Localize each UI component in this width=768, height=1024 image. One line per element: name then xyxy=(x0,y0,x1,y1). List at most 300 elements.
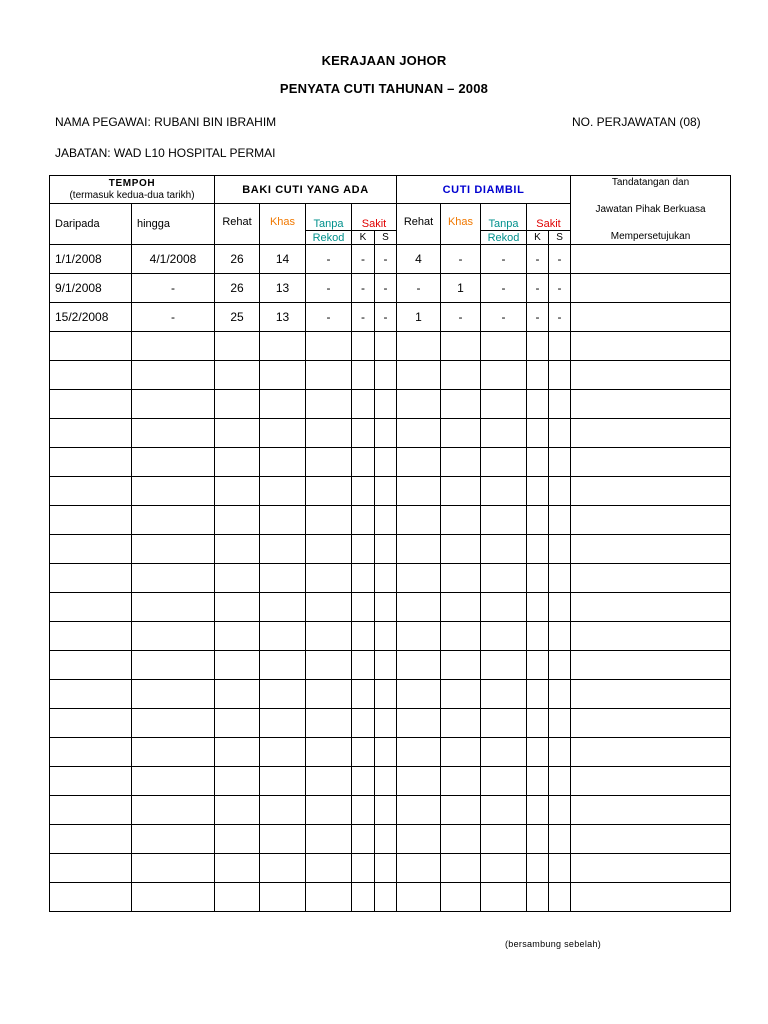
blank-cell xyxy=(306,419,352,448)
blank-row xyxy=(50,651,731,680)
blank-cell xyxy=(50,825,132,854)
blank-cell xyxy=(132,854,215,883)
blank-cell xyxy=(527,419,549,448)
blank-cell xyxy=(50,680,132,709)
blank-cell xyxy=(571,564,731,593)
blank-cell xyxy=(50,767,132,796)
cell-signature xyxy=(571,245,731,274)
blank-cell xyxy=(375,448,397,477)
blank-cell xyxy=(306,825,352,854)
blank-cell xyxy=(260,477,306,506)
cell-t-khas: - xyxy=(441,303,481,332)
blank-cell xyxy=(215,332,260,361)
blank-cell xyxy=(260,622,306,651)
blank-cell xyxy=(352,796,375,825)
leave-record-row xyxy=(50,274,731,303)
blank-row xyxy=(50,622,731,651)
blank-cell xyxy=(132,593,215,622)
blank-cell xyxy=(352,825,375,854)
blank-cell xyxy=(527,564,549,593)
blank-cell xyxy=(375,535,397,564)
blank-cell xyxy=(571,622,731,651)
blank-cell xyxy=(215,651,260,680)
blank-cell xyxy=(571,854,731,883)
blank-cell xyxy=(441,796,481,825)
cell-to: - xyxy=(132,274,215,303)
blank-cell xyxy=(260,390,306,419)
leave-table xyxy=(49,175,731,912)
signature-line-2: Jawatan Pihak Berkuasa xyxy=(595,204,706,215)
blank-cell xyxy=(375,332,397,361)
period-heading-cell xyxy=(50,176,215,204)
leave-record-row xyxy=(50,303,731,332)
blank-cell xyxy=(441,825,481,854)
cell-b-tanpa: - xyxy=(306,303,352,332)
blank-cell xyxy=(375,796,397,825)
cell-t-s: - xyxy=(549,245,571,274)
cell-b-s: - xyxy=(375,245,397,274)
blank-cell xyxy=(549,419,571,448)
blank-cell xyxy=(306,535,352,564)
blank-cell xyxy=(397,361,441,390)
cell-b-rehat: 26 xyxy=(215,274,260,303)
blank-cell xyxy=(50,622,132,651)
cell-b-k: - xyxy=(352,303,375,332)
blank-cell xyxy=(132,622,215,651)
blank-cell xyxy=(215,477,260,506)
blank-cell xyxy=(50,738,132,767)
col-from-header: Daripada xyxy=(50,204,132,245)
blank-cell xyxy=(527,883,549,912)
blank-cell xyxy=(441,593,481,622)
blank-cell xyxy=(441,332,481,361)
cell-t-k: - xyxy=(527,274,549,303)
blank-cell xyxy=(50,564,132,593)
cell-t-s: - xyxy=(549,274,571,303)
blank-row xyxy=(50,535,731,564)
blank-cell xyxy=(397,854,441,883)
blank-cell xyxy=(441,767,481,796)
blank-cell xyxy=(50,448,132,477)
blank-cell xyxy=(549,506,571,535)
blank-row xyxy=(50,854,731,883)
blank-cell xyxy=(481,448,527,477)
blank-cell xyxy=(132,796,215,825)
blank-cell xyxy=(397,709,441,738)
cell-b-khas: 13 xyxy=(260,274,306,303)
blank-cell xyxy=(352,651,375,680)
blank-cell xyxy=(481,535,527,564)
blank-row xyxy=(50,390,731,419)
signature-line-3: Mempersetujukan xyxy=(610,231,691,242)
blank-cell xyxy=(375,361,397,390)
blank-cell xyxy=(571,796,731,825)
statement-title: PENYATA CUTI TAHUNAN – 2008 xyxy=(279,81,489,96)
blank-cell xyxy=(375,593,397,622)
cell-signature xyxy=(571,303,731,332)
blank-cell xyxy=(571,535,731,564)
blank-cell xyxy=(441,477,481,506)
blank-cell xyxy=(571,332,731,361)
blank-cell xyxy=(481,680,527,709)
blank-cell xyxy=(306,796,352,825)
blank-cell xyxy=(481,767,527,796)
blank-row xyxy=(50,767,731,796)
blank-cell xyxy=(260,767,306,796)
blank-cell xyxy=(50,506,132,535)
blank-cell xyxy=(132,448,215,477)
blank-cell xyxy=(527,738,549,767)
blank-cell xyxy=(549,390,571,419)
cell-b-tanpa: - xyxy=(306,245,352,274)
blank-row xyxy=(50,738,731,767)
blank-cell xyxy=(260,651,306,680)
blank-row xyxy=(50,883,731,912)
blank-cell xyxy=(397,738,441,767)
blank-row xyxy=(50,448,731,477)
blank-cell xyxy=(50,390,132,419)
blank-cell xyxy=(306,390,352,419)
blank-cell xyxy=(549,883,571,912)
blank-cell xyxy=(375,564,397,593)
org-title: KERAJAAN JOHOR xyxy=(321,53,447,68)
blank-cell xyxy=(527,390,549,419)
blank-cell xyxy=(527,651,549,680)
blank-cell xyxy=(352,419,375,448)
blank-cell xyxy=(527,332,549,361)
blank-cell xyxy=(481,332,527,361)
blank-cell xyxy=(549,680,571,709)
blank-cell xyxy=(132,883,215,912)
taken-sakit-header: Sakit xyxy=(527,204,571,231)
blank-cell xyxy=(549,564,571,593)
cell-t-rehat: 4 xyxy=(397,245,441,274)
blank-cell xyxy=(132,680,215,709)
blank-cell xyxy=(481,564,527,593)
cell-signature xyxy=(571,274,731,303)
signature-heading xyxy=(571,176,731,245)
blank-cell xyxy=(549,651,571,680)
blank-cell xyxy=(260,361,306,390)
blank-cell xyxy=(306,477,352,506)
blank-cell xyxy=(215,854,260,883)
blank-cell xyxy=(571,680,731,709)
blank-cell xyxy=(571,738,731,767)
blank-cell xyxy=(306,506,352,535)
taken-tanpa-header: Tanpa xyxy=(481,204,527,231)
blank-cell xyxy=(527,622,549,651)
blank-cell xyxy=(441,854,481,883)
blank-cell xyxy=(481,825,527,854)
blank-row xyxy=(50,825,731,854)
blank-cell xyxy=(215,535,260,564)
blank-cell xyxy=(352,767,375,796)
blank-cell xyxy=(215,506,260,535)
cell-t-k: - xyxy=(527,303,549,332)
blank-cell xyxy=(481,593,527,622)
blank-cell xyxy=(50,854,132,883)
taken-rehat-header: Rehat xyxy=(397,204,441,245)
cell-t-rehat: - xyxy=(397,274,441,303)
taken-rekod-header: Rekod xyxy=(481,231,527,245)
blank-cell xyxy=(132,738,215,767)
blank-cell xyxy=(397,593,441,622)
blank-cell xyxy=(549,622,571,651)
bal-rekod-header: Rekod xyxy=(306,231,352,245)
blank-cell xyxy=(132,651,215,680)
blank-cell xyxy=(397,390,441,419)
blank-row xyxy=(50,332,731,361)
blank-cell xyxy=(50,332,132,361)
blank-cell xyxy=(260,825,306,854)
blank-row xyxy=(50,709,731,738)
blank-cell xyxy=(132,361,215,390)
blank-cell xyxy=(132,709,215,738)
blank-cell xyxy=(375,651,397,680)
taken-khas-header: Khas xyxy=(441,204,481,245)
blank-cell xyxy=(260,709,306,738)
blank-cell xyxy=(571,883,731,912)
blank-cell xyxy=(260,883,306,912)
blank-cell xyxy=(375,825,397,854)
blank-cell xyxy=(397,680,441,709)
blank-cell xyxy=(375,767,397,796)
blank-cell xyxy=(306,883,352,912)
cell-b-rehat: 26 xyxy=(215,245,260,274)
blank-cell xyxy=(132,419,215,448)
blank-cell xyxy=(306,767,352,796)
blank-cell xyxy=(481,419,527,448)
blank-cell xyxy=(215,448,260,477)
blank-cell xyxy=(260,332,306,361)
cell-b-rehat: 25 xyxy=(215,303,260,332)
blank-cell xyxy=(260,564,306,593)
blank-cell xyxy=(441,709,481,738)
cell-b-k: - xyxy=(352,274,375,303)
taken-k-header: K xyxy=(527,231,549,245)
blank-cell xyxy=(352,332,375,361)
post-number: NO. PERJAWATAN (08) xyxy=(572,115,701,129)
blank-cell xyxy=(441,361,481,390)
blank-cell xyxy=(571,825,731,854)
blank-cell xyxy=(306,651,352,680)
blank-cell xyxy=(260,738,306,767)
blank-row xyxy=(50,477,731,506)
blank-cell xyxy=(50,709,132,738)
cell-t-tanpa: - xyxy=(481,274,527,303)
blank-cell xyxy=(352,593,375,622)
blank-cell xyxy=(50,419,132,448)
blank-cell xyxy=(215,680,260,709)
blank-cell xyxy=(527,506,549,535)
blank-cell xyxy=(527,593,549,622)
blank-cell xyxy=(260,448,306,477)
blank-cell xyxy=(397,883,441,912)
blank-cell xyxy=(260,796,306,825)
blank-cell xyxy=(481,709,527,738)
signature-line-1: Tandatangan dan xyxy=(611,177,690,188)
blank-cell xyxy=(571,390,731,419)
blank-cell xyxy=(481,361,527,390)
blank-cell xyxy=(375,854,397,883)
blank-cell xyxy=(441,883,481,912)
blank-cell xyxy=(50,593,132,622)
blank-cell xyxy=(481,796,527,825)
blank-cell xyxy=(375,477,397,506)
cell-from: 9/1/2008 xyxy=(50,274,132,303)
blank-cell xyxy=(397,564,441,593)
period-heading: TEMPOH xyxy=(108,178,156,189)
blank-cell xyxy=(481,883,527,912)
blank-cell xyxy=(132,477,215,506)
bal-sakit-header: Sakit xyxy=(352,204,397,231)
blank-cell xyxy=(215,796,260,825)
blank-cell xyxy=(375,419,397,448)
blank-cell xyxy=(527,854,549,883)
balance-heading: BAKI CUTI YANG ADA xyxy=(215,176,397,204)
blank-cell xyxy=(306,332,352,361)
blank-cell xyxy=(352,738,375,767)
blank-cell xyxy=(132,767,215,796)
blank-cell xyxy=(571,593,731,622)
blank-cell xyxy=(441,535,481,564)
blank-cell xyxy=(481,390,527,419)
blank-cell xyxy=(352,361,375,390)
blank-cell xyxy=(306,738,352,767)
blank-cell xyxy=(527,361,549,390)
col-to-header: hingga xyxy=(132,204,215,245)
blank-cell xyxy=(549,593,571,622)
leave-record-row xyxy=(50,245,731,274)
blank-cell xyxy=(571,767,731,796)
blank-cell xyxy=(260,535,306,564)
blank-cell xyxy=(215,564,260,593)
bal-s-header: S xyxy=(375,231,397,245)
blank-cell xyxy=(441,564,481,593)
blank-cell xyxy=(549,477,571,506)
blank-cell xyxy=(441,680,481,709)
cell-t-tanpa: - xyxy=(481,303,527,332)
blank-cell xyxy=(215,767,260,796)
blank-cell xyxy=(215,390,260,419)
cell-t-s: - xyxy=(549,303,571,332)
blank-cell xyxy=(549,796,571,825)
blank-cell xyxy=(306,593,352,622)
blank-cell xyxy=(481,622,527,651)
blank-cell xyxy=(352,709,375,738)
blank-cell xyxy=(571,361,731,390)
blank-cell xyxy=(215,709,260,738)
blank-cell xyxy=(132,564,215,593)
cell-t-tanpa: - xyxy=(481,245,527,274)
blank-cell xyxy=(527,825,549,854)
blank-cell xyxy=(132,390,215,419)
blank-cell xyxy=(50,796,132,825)
blank-cell xyxy=(375,709,397,738)
blank-cell xyxy=(215,738,260,767)
blank-cell xyxy=(352,680,375,709)
blank-row xyxy=(50,796,731,825)
blank-cell xyxy=(50,651,132,680)
department: JABATAN: WAD L10 HOSPITAL PERMAI xyxy=(55,146,276,160)
blank-cell xyxy=(571,506,731,535)
blank-cell xyxy=(441,506,481,535)
blank-cell xyxy=(441,622,481,651)
blank-cell xyxy=(571,651,731,680)
blank-cell xyxy=(50,883,132,912)
cell-b-s: - xyxy=(375,303,397,332)
cell-to: 4/1/2008 xyxy=(132,245,215,274)
blank-cell xyxy=(352,564,375,593)
taken-heading: CUTI DIAMBIL xyxy=(397,176,571,204)
blank-cell xyxy=(215,825,260,854)
cell-t-rehat: 1 xyxy=(397,303,441,332)
period-subheading: (termasuk kedua-dua tarikh) xyxy=(69,190,195,201)
blank-cell xyxy=(481,854,527,883)
blank-cell xyxy=(352,535,375,564)
blank-cell xyxy=(352,622,375,651)
blank-cell xyxy=(260,680,306,709)
blank-cell xyxy=(352,390,375,419)
blank-cell xyxy=(215,419,260,448)
blank-cell xyxy=(549,738,571,767)
cell-t-khas: - xyxy=(441,245,481,274)
blank-cell xyxy=(571,419,731,448)
blank-cell xyxy=(306,709,352,738)
blank-cell xyxy=(397,622,441,651)
blank-cell xyxy=(549,448,571,477)
blank-cell xyxy=(50,535,132,564)
blank-cell xyxy=(549,361,571,390)
blank-cell xyxy=(260,593,306,622)
blank-cell xyxy=(375,738,397,767)
blank-cell xyxy=(441,738,481,767)
blank-cell xyxy=(397,477,441,506)
blank-cell xyxy=(260,419,306,448)
cell-b-tanpa: - xyxy=(306,274,352,303)
blank-cell xyxy=(549,825,571,854)
cell-from: 15/2/2008 xyxy=(50,303,132,332)
bal-khas-header: Khas xyxy=(260,204,306,245)
blank-cell xyxy=(571,709,731,738)
blank-cell xyxy=(549,332,571,361)
cell-b-k: - xyxy=(352,245,375,274)
blank-cell xyxy=(306,448,352,477)
blank-cell xyxy=(375,390,397,419)
blank-cell xyxy=(375,506,397,535)
blank-cell xyxy=(527,477,549,506)
cell-t-k: - xyxy=(527,245,549,274)
blank-cell xyxy=(397,332,441,361)
blank-cell xyxy=(397,796,441,825)
blank-cell xyxy=(352,854,375,883)
blank-cell xyxy=(397,651,441,680)
bal-tanpa-header: Tanpa xyxy=(306,204,352,231)
blank-cell xyxy=(571,448,731,477)
blank-row xyxy=(50,419,731,448)
blank-cell xyxy=(481,506,527,535)
blank-cell xyxy=(306,680,352,709)
taken-s-header: S xyxy=(549,231,571,245)
blank-cell xyxy=(375,622,397,651)
blank-cell xyxy=(527,767,549,796)
blank-cell xyxy=(215,622,260,651)
blank-cell xyxy=(352,448,375,477)
blank-cell xyxy=(441,448,481,477)
blank-cell xyxy=(397,506,441,535)
blank-cell xyxy=(397,419,441,448)
blank-cell xyxy=(352,883,375,912)
